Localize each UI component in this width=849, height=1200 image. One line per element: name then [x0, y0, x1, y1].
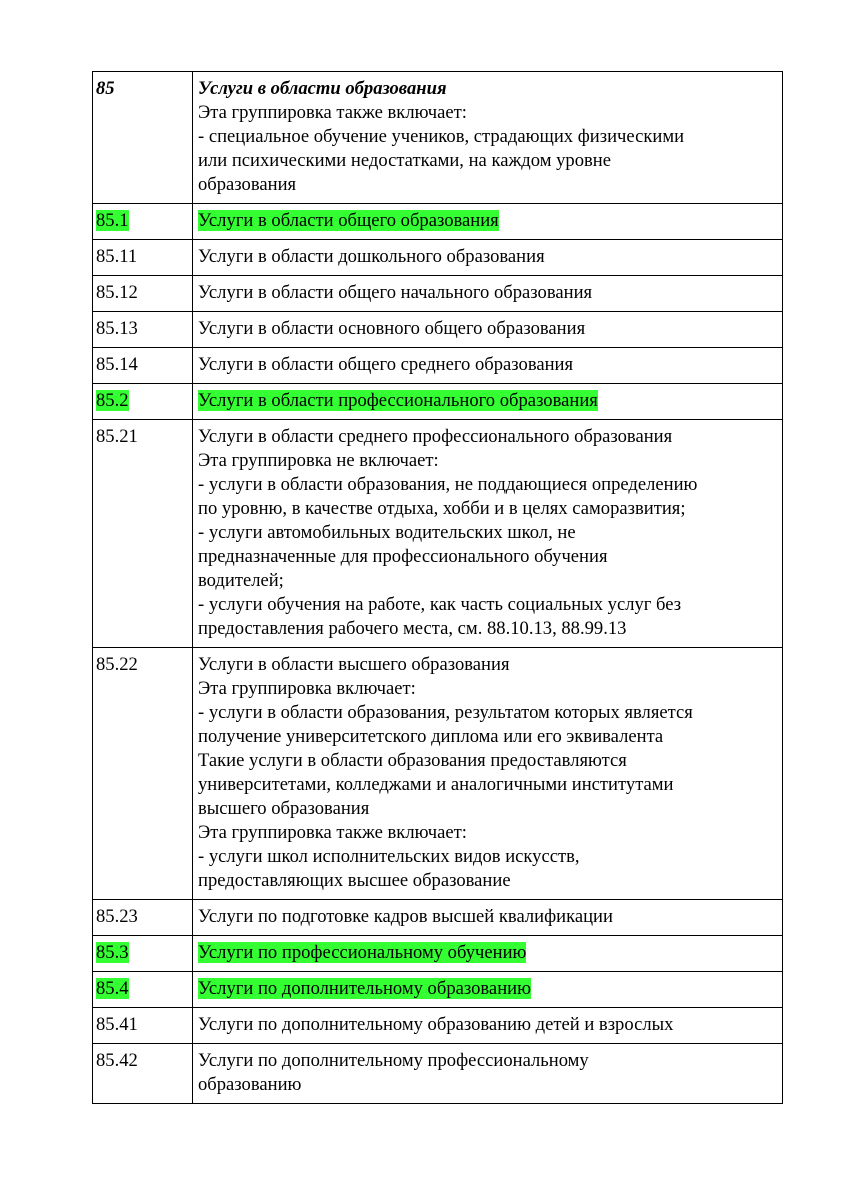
description-cell — [193, 348, 783, 384]
description-line: водителей; — [198, 570, 284, 591]
code-value: 85.14 — [96, 354, 138, 375]
row-title: Услуги по дополнительному образованию детей и взрослых — [198, 1014, 674, 1035]
row-title: Услуги в области общего среднего образования — [198, 354, 574, 375]
description-cell — [193, 900, 783, 936]
description-line: высшего образования — [198, 798, 370, 819]
code-value: 85.4 — [96, 978, 129, 999]
description-line: - услуги в области образования, результатом которых является — [198, 702, 693, 723]
code-cell — [93, 240, 193, 276]
table-row — [93, 204, 783, 240]
description-line: - специальное обучение учеников, страдающих физическими — [198, 126, 685, 147]
description-cell — [193, 384, 783, 420]
description-cell — [193, 276, 783, 312]
code-value: 85.11 — [96, 246, 138, 267]
description-line: Такие услуги в области образования предоставляются — [198, 750, 627, 771]
code-cell — [93, 648, 193, 900]
row-title: Услуги по дополнительному профессиональному — [198, 1050, 589, 1071]
code-cell — [93, 384, 193, 420]
code-cell — [93, 936, 193, 972]
row-title: Услуги в области профессионального образования — [198, 390, 598, 411]
table-row — [93, 72, 783, 204]
code-value: 85.2 — [96, 390, 129, 411]
row-title: Услуги в области среднего профессионального образования — [198, 426, 673, 447]
table-row — [93, 384, 783, 420]
description-cell — [193, 972, 783, 1008]
description-line: получение университетского диплома или его эквивалента — [198, 726, 664, 747]
row-title: Услуги по подготовке кадров высшей квалификации — [198, 906, 613, 927]
code-cell — [93, 312, 193, 348]
description-line: образованию — [198, 1074, 302, 1095]
description-line: - услуги обучения на работе, как часть социальных услуг без — [198, 594, 682, 615]
code-cell — [93, 1044, 193, 1104]
code-value: 85.23 — [96, 906, 138, 927]
description-cell — [193, 72, 783, 204]
code-value: 85.1 — [96, 210, 129, 231]
code-value: 85.13 — [96, 318, 138, 339]
description-cell — [193, 648, 783, 900]
row-title: Услуги по профессиональному обучению — [198, 942, 527, 963]
description-line: предоставления рабочего места, см. 88.10.13, 88.99.13 — [198, 618, 627, 639]
table-row — [93, 312, 783, 348]
description-cell — [193, 240, 783, 276]
description-line: Эта группировка также включает: — [198, 102, 467, 123]
table-row — [93, 972, 783, 1008]
description-line: образования — [198, 174, 297, 195]
code-cell — [93, 1008, 193, 1044]
code-cell — [93, 72, 193, 204]
table-row — [93, 1008, 783, 1044]
code-value: 85.3 — [96, 942, 129, 963]
description-cell — [193, 420, 783, 648]
code-cell — [93, 204, 193, 240]
table-row — [93, 276, 783, 312]
description-line: - услуги школ исполнительских видов искусств, — [198, 846, 580, 867]
description-cell — [193, 936, 783, 972]
table-row — [93, 936, 783, 972]
description-line: по уровню, в качестве отдыха, хобби и в целях саморазвития; — [198, 498, 686, 519]
code-value: 85 — [96, 78, 115, 99]
row-title: Услуги в области дошкольного образования — [198, 246, 545, 267]
description-line: Эта группировка не включает: — [198, 450, 439, 471]
description-line: или психическими недостатками, на каждом уровне — [198, 150, 611, 171]
code-value: 85.21 — [96, 426, 138, 447]
description-line: - услуги автомобильных водительских школ, не — [198, 522, 576, 543]
row-title: Услуги в области общего начального образования — [198, 282, 593, 303]
row-title: Услуги в области общего образования — [198, 210, 499, 231]
code-cell — [93, 348, 193, 384]
description-line: Эта группировка включает: — [198, 678, 416, 699]
row-title: Услуги по дополнительному образованию — [198, 978, 531, 999]
row-title: Услуги в области основного общего образования — [198, 318, 586, 339]
classification-table — [92, 71, 783, 1104]
description-line: университетами, колледжами и аналогичными институтами — [198, 774, 674, 795]
section-title: Услуги в области образования — [198, 78, 447, 99]
code-value: 85.12 — [96, 282, 138, 303]
code-value: 85.42 — [96, 1050, 138, 1071]
code-cell — [93, 900, 193, 936]
description-line: предоставляющих высшее образование — [198, 870, 511, 891]
code-value: 85.41 — [96, 1014, 138, 1035]
table-row — [93, 900, 783, 936]
description-line: предназначенные для профессионального обучения — [198, 546, 608, 567]
classification-page — [92, 71, 778, 1104]
code-cell — [93, 972, 193, 1008]
table-row — [93, 1044, 783, 1104]
description-cell — [193, 1044, 783, 1104]
description-cell — [193, 1008, 783, 1044]
code-cell — [93, 276, 193, 312]
description-cell — [193, 204, 783, 240]
table-row — [93, 420, 783, 648]
code-cell — [93, 420, 193, 648]
table-row — [93, 348, 783, 384]
code-value: 85.22 — [96, 654, 138, 675]
description-line: Эта группировка также включает: — [198, 822, 467, 843]
description-cell — [193, 312, 783, 348]
description-line: - услуги в области образования, не поддающиеся определению — [198, 474, 698, 495]
row-title: Услуги в области высшего образования — [198, 654, 510, 675]
table-row — [93, 648, 783, 900]
table-row — [93, 240, 783, 276]
